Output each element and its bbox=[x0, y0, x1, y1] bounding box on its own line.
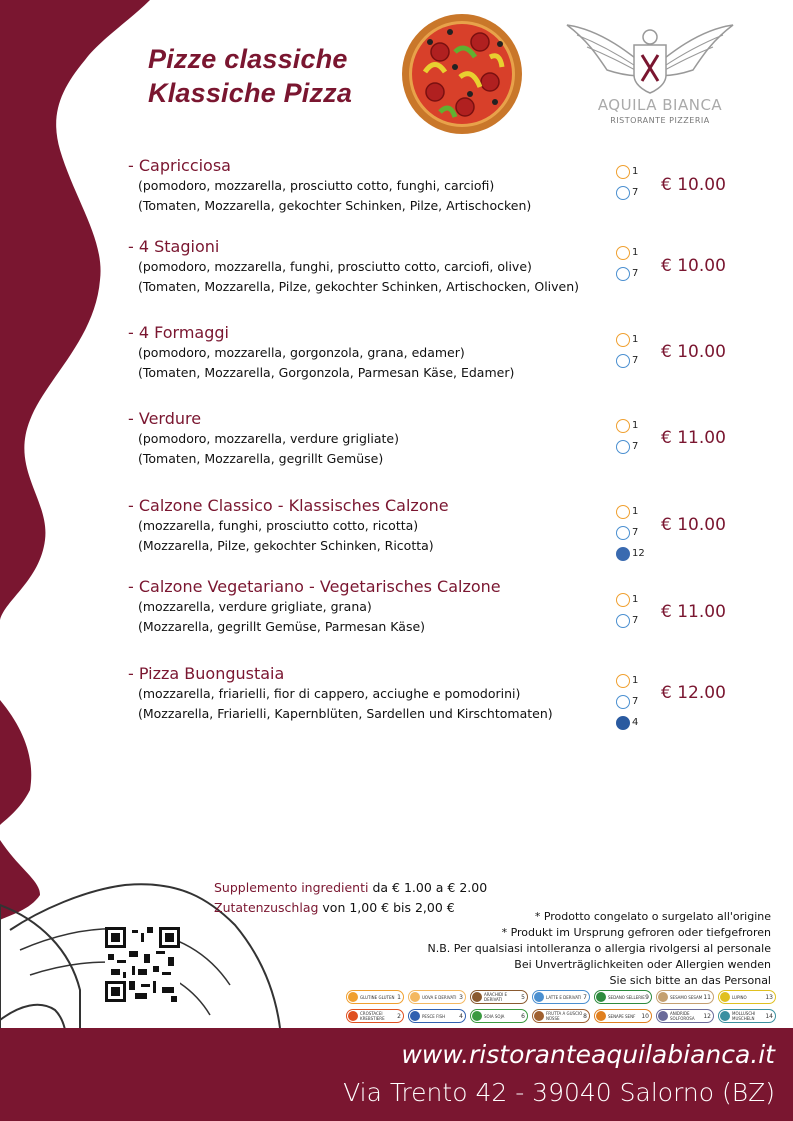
allergen-legend-label: UOVA E DERIVATI bbox=[422, 994, 457, 1000]
sulphite-icon bbox=[616, 547, 630, 561]
menu-title bbox=[148, 42, 352, 110]
allergen-legend-label: MOLLUSCHI MUSCHELN bbox=[732, 1011, 756, 1021]
item-name: - 4 Formaggi bbox=[128, 323, 229, 342]
item-price: € 10.00 bbox=[661, 175, 726, 195]
allergen-badge: 7 bbox=[616, 691, 650, 712]
supplement-value-german: von 1,00 € bis 2,00 € bbox=[318, 900, 455, 915]
menu-item bbox=[128, 237, 608, 297]
allergen-legend-icon bbox=[596, 1011, 606, 1021]
item-description-italian: (mozzarella, verdure grigliate, grana) bbox=[138, 599, 372, 614]
allergen-badge: 12 bbox=[616, 543, 650, 564]
allergen-badge: 1 bbox=[616, 329, 650, 350]
allergen-legend-number: 12 bbox=[703, 1012, 711, 1020]
allergen-legend-icon bbox=[348, 992, 358, 1002]
allergen-legend-number: 3 bbox=[459, 993, 463, 1001]
item-description-italian: (pomodoro, mozzarella, funghi, prosciutto cotto, carciofi, olive) bbox=[138, 259, 532, 274]
allergen-legend-item bbox=[656, 1009, 714, 1023]
item-description-italian: (pomodoro, mozzarella, gorgonzola, grana, edamer) bbox=[138, 345, 465, 360]
allergen-legend-label: LATTE E DERIVATI bbox=[546, 994, 582, 1000]
allergen-legend-label: ANIDRIDE SOLFOROSA bbox=[670, 1011, 695, 1021]
milk-icon bbox=[616, 354, 630, 368]
item-price: € 11.00 bbox=[661, 428, 726, 448]
website-link[interactable]: www.ristoranteaquilabianca.it bbox=[401, 1040, 775, 1069]
gluten-icon bbox=[616, 593, 630, 607]
note-line: N.B. Per qualsiasi intolleranza o allergia rivolgersi al personale bbox=[427, 942, 771, 955]
item-price: € 12.00 bbox=[661, 683, 726, 703]
supplement-label-german: Zutatenzuschlag bbox=[214, 900, 319, 915]
gluten-icon bbox=[616, 246, 630, 260]
note-line: Sie sich bitte an das Personal bbox=[609, 974, 771, 987]
allergy-notes bbox=[428, 909, 772, 989]
allergen-legend-item bbox=[408, 990, 466, 1004]
item-price: € 10.00 bbox=[661, 256, 726, 276]
allergen-badges bbox=[616, 161, 650, 203]
item-name: - Calzone Classico - Klassisches Calzone bbox=[128, 496, 449, 515]
item-description-german: (Mozzarella, Pilze, gekochter Schinken, Ricotta) bbox=[138, 538, 434, 553]
allergen-legend-icon bbox=[658, 992, 668, 1002]
allergen-legend-label: CROSTACEI KREBSTIERE bbox=[360, 1011, 385, 1021]
milk-icon bbox=[616, 186, 630, 200]
allergen-badges bbox=[616, 670, 650, 733]
item-name: - Pizza Buongustaia bbox=[128, 664, 285, 683]
pizza-image bbox=[400, 12, 525, 137]
allergen-legend-item bbox=[408, 1009, 466, 1023]
item-description-italian: (pomodoro, mozzarella, prosciutto cotto, funghi, carciofi) bbox=[138, 178, 495, 193]
allergen-legend-icon bbox=[534, 1011, 544, 1021]
allergen-legend-label: ARACHIDI E DERIVATI bbox=[484, 992, 508, 1002]
allergen-legend-icon bbox=[720, 1011, 730, 1021]
item-description-german: (Tomaten, Mozzarella, Gorgonzola, Parmesan Käse, Edamer) bbox=[138, 365, 515, 380]
item-description-german: (Tomaten, Mozzarella, Pilze, gekochter Schinken, Artischocken, Oliven) bbox=[138, 279, 580, 294]
allergen-legend-icon bbox=[596, 992, 606, 1002]
allergen-legend-icon bbox=[720, 992, 730, 1002]
allergen-legend-item bbox=[718, 1009, 776, 1023]
allergen-badges bbox=[616, 589, 650, 631]
allergen-badge: 1 bbox=[616, 589, 650, 610]
allergen-legend-item bbox=[656, 990, 714, 1004]
allergen-legend-label: PESCE FISH bbox=[422, 1013, 446, 1019]
menu-item bbox=[128, 409, 608, 469]
item-description-italian: (mozzarella, friarielli, fior di cappero, acciughe e pomodorini) bbox=[138, 686, 521, 701]
allergen-legend-item bbox=[346, 1009, 404, 1023]
gluten-icon bbox=[616, 419, 630, 433]
allergen-badge: 7 bbox=[616, 610, 650, 631]
allergen-legend-number: 11 bbox=[703, 993, 711, 1001]
item-price: € 11.00 bbox=[661, 602, 726, 622]
item-name: - Verdure bbox=[128, 409, 202, 428]
allergen-badge: 7 bbox=[616, 522, 650, 543]
fish-icon bbox=[616, 716, 630, 730]
item-name: - Capricciosa bbox=[128, 156, 231, 175]
allergen-legend-item bbox=[346, 990, 404, 1004]
allergen-legend-label: SEDANO SELLERIE bbox=[608, 994, 645, 1000]
item-description-german: (Mozzarella, gegrillt Gemüse, Parmesan Käse) bbox=[138, 619, 426, 634]
allergen-legend-number: 9 bbox=[645, 993, 649, 1001]
allergen-legend-item bbox=[470, 990, 528, 1004]
allergen-legend-item bbox=[594, 1009, 652, 1023]
allergen-legend-icon bbox=[534, 992, 544, 1002]
supplement-label-italian: Supplemento ingredienti bbox=[214, 880, 369, 895]
menu-item bbox=[128, 323, 608, 383]
logo-subtitle: RISTORANTE PIZZERIA bbox=[610, 116, 710, 125]
milk-icon bbox=[616, 526, 630, 540]
item-description-german: (Tomaten, Mozzarella, gegrillt Gemüse) bbox=[138, 451, 384, 466]
allergen-legend-number: 7 bbox=[583, 993, 587, 1001]
allergen-legend-icon bbox=[658, 1011, 668, 1021]
item-price: € 10.00 bbox=[661, 515, 726, 535]
allergen-badge: 1 bbox=[616, 670, 650, 691]
allergen-badge: 7 bbox=[616, 182, 650, 203]
milk-icon bbox=[616, 695, 630, 709]
allergen-legend-label: FRUTTA A GUSCIO NÜSSE bbox=[546, 1011, 583, 1021]
allergen-legend-number: 10 bbox=[641, 1012, 649, 1020]
allergen-legend-number: 2 bbox=[397, 1012, 401, 1020]
allergen-legend-item bbox=[594, 990, 652, 1004]
milk-icon bbox=[616, 267, 630, 281]
allergen-legend-icon bbox=[472, 992, 482, 1002]
allergen-legend-icon bbox=[410, 1011, 420, 1021]
allergen-badge: 4 bbox=[616, 712, 650, 733]
allergen-legend-icon bbox=[472, 1011, 482, 1021]
note-line: * Prodotto congelato o surgelato all'origine bbox=[534, 910, 771, 923]
item-name: - 4 Stagioni bbox=[128, 237, 220, 256]
allergen-badge: 7 bbox=[616, 436, 650, 457]
allergen-badge: 7 bbox=[616, 350, 650, 371]
allergen-badge: 1 bbox=[616, 501, 650, 522]
item-description-german: (Mozzarella, Friarielli, Kapernblüten, Sardellen und Kirschtomaten) bbox=[138, 706, 553, 721]
menu-item bbox=[128, 496, 608, 556]
item-description-italian: (mozzarella, funghi, prosciutto cotto, ricotta) bbox=[138, 518, 419, 533]
menu-item bbox=[128, 156, 608, 216]
allergen-legend-label: SESAMO SESAM bbox=[670, 994, 703, 1000]
allergen-legend-label: LUPINO bbox=[732, 994, 747, 1000]
allergen-legend-number: 13 bbox=[765, 993, 773, 1001]
menu-item bbox=[128, 577, 608, 637]
gluten-icon bbox=[616, 333, 630, 347]
allergen-legend-item bbox=[532, 1009, 590, 1023]
allergen-legend-number: 6 bbox=[521, 1012, 525, 1020]
allergen-badges bbox=[616, 242, 650, 284]
allergen-badges bbox=[616, 329, 650, 371]
allergen-legend-item bbox=[532, 990, 590, 1004]
supplement-value-italian: da € 1.00 a € 2.00 bbox=[368, 880, 488, 895]
allergen-badges bbox=[616, 415, 650, 457]
menu-item bbox=[128, 664, 608, 724]
qr-code[interactable] bbox=[105, 927, 180, 1002]
milk-icon bbox=[616, 614, 630, 628]
item-name: - Calzone Vegetariano - Vegetarisches Calzone bbox=[128, 577, 501, 596]
allergen-badge: 1 bbox=[616, 415, 650, 436]
allergen-legend-number: 1 bbox=[397, 993, 401, 1001]
allergen-legend-label: SOIA SOJA bbox=[484, 1013, 505, 1019]
allergen-legend-icon bbox=[348, 1011, 358, 1021]
title-line-italian: Pizze classiche bbox=[148, 44, 348, 74]
logo-name: AQUILA BIANCA bbox=[597, 96, 723, 114]
allergen-legend-icon bbox=[410, 992, 420, 1002]
gluten-icon bbox=[616, 674, 630, 688]
allergen-badge: 1 bbox=[616, 161, 650, 182]
allergen-legend-item bbox=[470, 1009, 528, 1023]
allergen-legend-label: SENAPE SENF bbox=[608, 1013, 636, 1019]
note-line: Bei Unverträglichkeiten oder Allergien wenden bbox=[514, 958, 771, 971]
note-line: * Produkt im Ursprung gefroren oder tiefgefroren bbox=[501, 926, 771, 939]
allergen-legend-number: 4 bbox=[459, 1012, 463, 1020]
allergen-badge: 1 bbox=[616, 242, 650, 263]
allergen-legend-number: 8 bbox=[583, 1012, 587, 1020]
allergen-badge: 7 bbox=[616, 263, 650, 284]
address: Via Trento 42 - 39040 Salorno (BZ) bbox=[343, 1078, 775, 1107]
allergen-legend-number: 5 bbox=[521, 993, 525, 1001]
title-line-german: Klassiche Pizza bbox=[148, 78, 353, 108]
item-description-german: (Tomaten, Mozzarella, gekochter Schinken, Pilze, Artischocken) bbox=[138, 198, 532, 213]
item-price: € 10.00 bbox=[661, 342, 726, 362]
gluten-icon bbox=[616, 505, 630, 519]
gluten-icon bbox=[616, 165, 630, 179]
allergen-legend-number: 14 bbox=[765, 1012, 773, 1020]
milk-icon bbox=[616, 440, 630, 454]
allergen-legend bbox=[346, 990, 776, 1026]
item-description-italian: (pomodoro, mozzarella, verdure grigliate) bbox=[138, 431, 399, 446]
allergen-legend-item bbox=[718, 990, 776, 1004]
allergen-badges bbox=[616, 501, 650, 564]
allergen-legend-label: GLUTINE GLUTEN bbox=[360, 994, 395, 1000]
